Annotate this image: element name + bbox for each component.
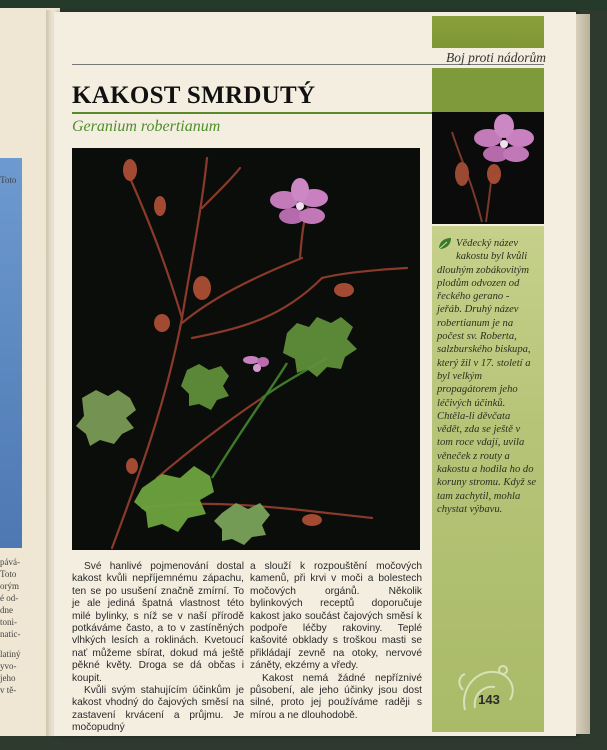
section-label: Boj proti nádorům (445, 50, 546, 65)
body-paragraph: a slouží k rozpouštění močových kamenů, při krvi v moči a bolestech močových orgánů. Několik bylinkových receptů doporučuje kakost jako součást čajových směsí k podpoře léčby rakoviny. Teplé kašovité obklady s troškou masti se přikládají zevně na otoky, nervové záněty, ekzémy a vředy. (250, 561, 422, 672)
previous-page-fragment: dne (0, 605, 13, 615)
body-paragraph: Své hanlivé pojmenování dostal kakost kvůli nepříjemnému zápachu, ten se po usušení značně zmírní. To je ale jediná špatná vlastnost této milé bylinky, s níž se v naší přírodě potkáváme často, a to v zastíněných vlhkých lesích a roklinách. Kvetoucí nať můžeme sbírat, dokud má ještě pěkné květy. Droga se dá občas i koupit. (72, 561, 244, 684)
latin-name: Geranium robertianum (72, 118, 221, 135)
previous-page-fragment: natic- (0, 629, 21, 639)
body-paragraph: Kvůli svým stahujícím účinkům je kakost vhodný do čajových směsí na zastavení krvácení a průjmu. Je močopudný (72, 685, 244, 734)
top-frame (0, 0, 607, 10)
sidebar-note (437, 237, 537, 516)
body-column-1 (72, 561, 244, 735)
previous-page-fragment: pává- (0, 557, 20, 567)
main-plant-photo (72, 148, 420, 550)
previous-page-fragment: v tě- (0, 685, 17, 695)
body-paragraph: Kakost nemá žádné nepříznivé působení, ale jeho účinky jsou dost silné, proto jej používáme raději s mírou a ne dlouhodobě. (250, 672, 422, 721)
page-number: 143 (478, 692, 500, 707)
header-color-strip (432, 16, 544, 48)
flourish-ornament (455, 660, 525, 720)
plant-illustration (72, 148, 420, 550)
leaf-icon (437, 237, 453, 251)
side-band (432, 68, 544, 112)
previous-page-fragment: toni- (0, 617, 17, 627)
flower-closeup (432, 112, 544, 224)
page-edge (576, 14, 590, 734)
previous-page-fragment: Toto (0, 569, 17, 579)
sidebar-note-text: Vědecký název kakostu byl kvůli dlouhým zobákovitým plodům odvozen od řeckého gerano - jeřáb. Druhý název robertianum je na počest sv. Roberta, salzburského biskupa, který žil v 17. století a byl velkým propagátorem jeho léčivých účinků. Chtěla-li děvčata vědět, zda se ještě v tom roce vdají, uvila věneček z routy a kakostu a hodila ho do koruny stromu. Když se tam zachytil, mohla chystat výbavu. (437, 238, 537, 515)
previous-page-fragment: é od- (0, 593, 19, 603)
previous-page-text-top: Toto (0, 175, 17, 185)
previous-page-fragment: jeho (0, 673, 16, 683)
article-title: KAKOST SMRDUTÝ (72, 82, 316, 109)
side-flower-photo (432, 112, 544, 224)
previous-page-fragment: orým (0, 581, 19, 591)
previous-page-image (0, 158, 22, 548)
previous-page-fragment: latiný (0, 649, 21, 659)
previous-page-fragment: yvo- (0, 661, 17, 671)
book-spine (46, 10, 54, 736)
body-column-2 (250, 561, 422, 722)
title-underline (72, 112, 432, 114)
